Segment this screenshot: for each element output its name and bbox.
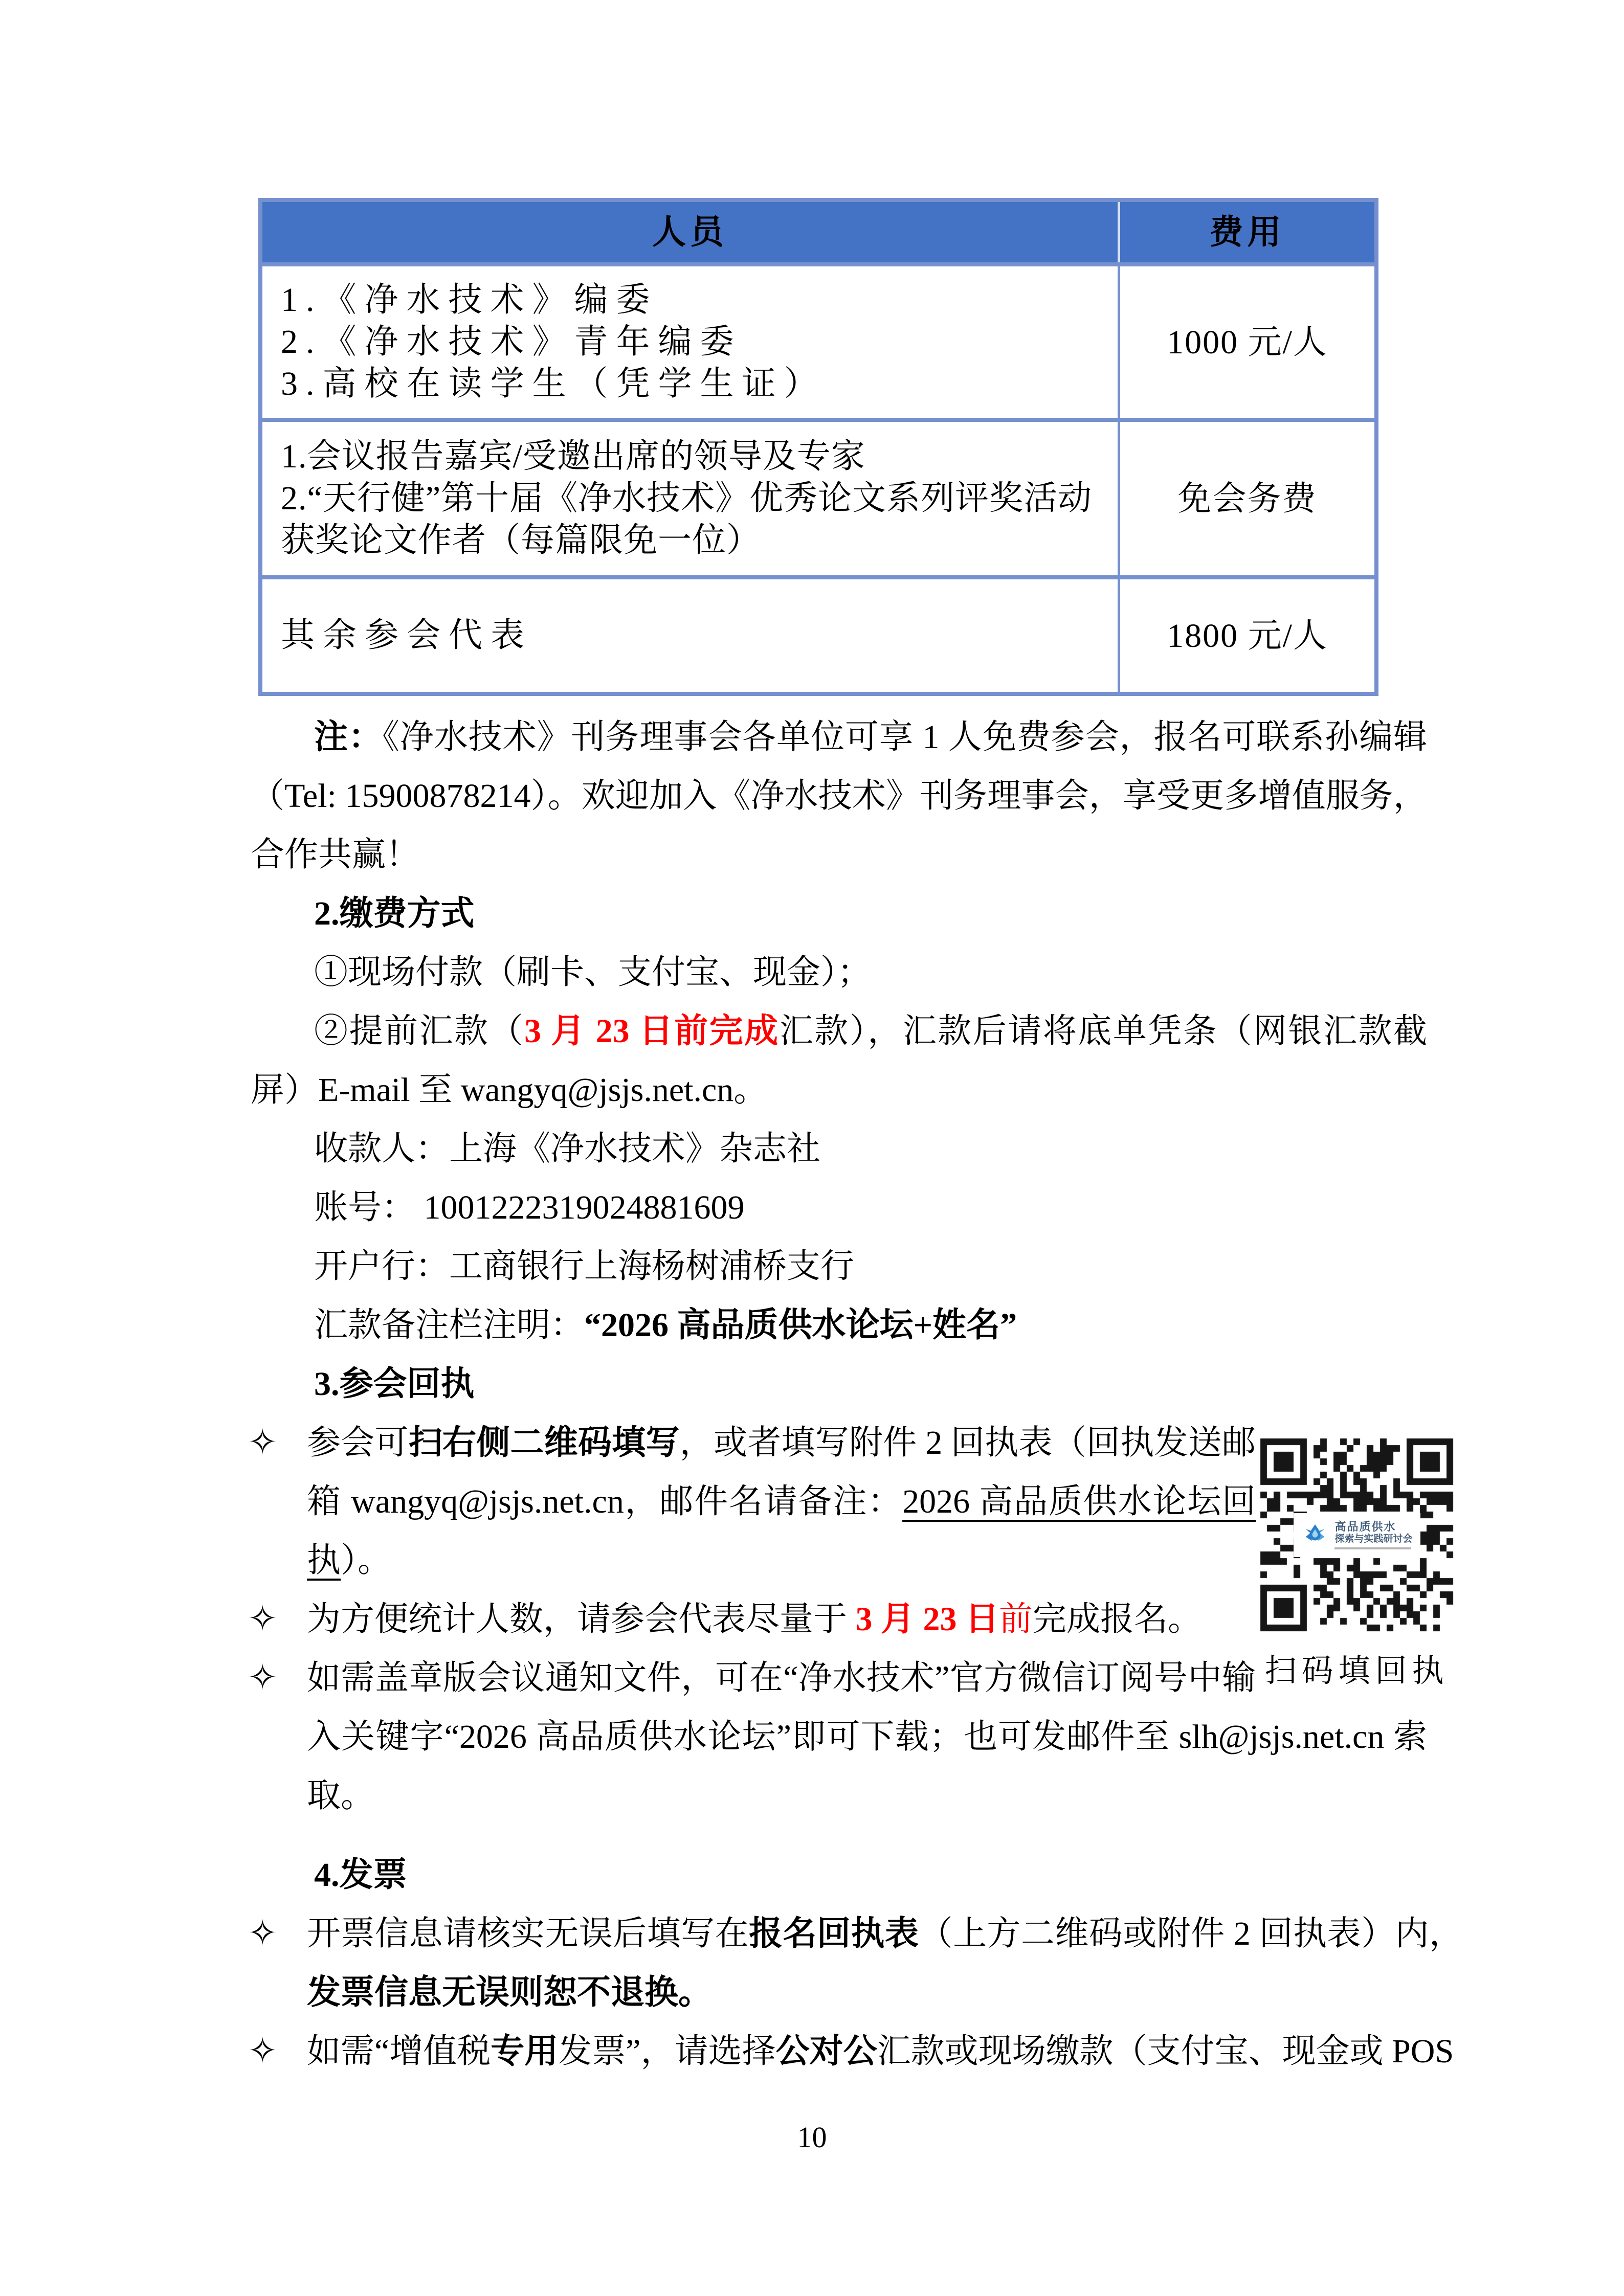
text-run: 汇款），汇款后请将底单凭条（网银汇款截屏）E-mail 至 wangyq@jsjs.net.cn。: [251, 1012, 1427, 1109]
person-line: 2.“天行健”第十届《净水技术》优秀论文系列评奖活动获奖论文作者（每篇限免一位）: [281, 480, 1093, 559]
table-header-cell-person: 人员: [262, 202, 1120, 262]
person-line: 1.《净水技术》编委: [281, 281, 658, 319]
bullet-item: [248, 2022, 1454, 2081]
invoice-bullet-list: [248, 1904, 1463, 2081]
paragraph-account: [251, 1178, 1427, 1237]
text-run: 发票信息无误则恕不退换。: [307, 1974, 712, 2011]
text-run: 报名回执表: [749, 1915, 919, 1952]
diamond-bullet-icon: ✧: [248, 1914, 278, 1953]
text-run: 发票”，请选择: [558, 2033, 776, 2070]
bullet-item: [248, 1904, 1463, 2022]
text-run: “2026 高品质供水论坛+姓名”: [584, 1307, 1017, 1344]
qr-logo-line1: 高品质供水: [1334, 1520, 1396, 1534]
qr-logo-line2: 探索与实践研讨会: [1334, 1533, 1413, 1544]
paragraph-pay-transfer: [251, 1002, 1427, 1119]
person-line: 3.高校在读学生（凭学生证）: [281, 365, 826, 402]
text-run: ②提前汇款（: [314, 1012, 525, 1050]
paragraph-bank: [251, 1237, 1427, 1296]
text-run: 专用: [491, 2033, 559, 2070]
bullet-item: [248, 1649, 1427, 1825]
text-run: 注：: [314, 718, 383, 756]
text-run: 开票信息请核实无误后填写在: [307, 1915, 749, 1952]
person-cell: [262, 579, 1120, 692]
diamond-bullet-icon: ✧: [248, 2032, 278, 2071]
bullet-item: [248, 1413, 1427, 1590]
receipt-section-body: [248, 1413, 1449, 1825]
paragraph-payee: [251, 1119, 1427, 1178]
text-run: ）。: [341, 1542, 391, 1579]
section-heading-invoice: 4.发票: [314, 1856, 407, 1894]
bullet-text: [307, 1659, 1427, 1814]
paragraph-remark: [251, 1296, 1427, 1355]
text-run: 收款人：上海《净水技术》杂志社: [314, 1130, 820, 1167]
page-content: [248, 198, 1463, 2081]
person-cell: [262, 266, 1120, 418]
text-run: 前: [999, 1601, 1033, 1638]
text-run: 3 月 23 日: [855, 1601, 999, 1638]
table-header-cell-fee: 费用: [1209, 213, 1285, 251]
section-heading-receipt: 3.参会回执: [314, 1365, 475, 1403]
bullet-text: [307, 1601, 1202, 1638]
text-run: ①现场付款（刷卡、支付宝、现金）；: [314, 954, 871, 991]
paragraph-pay-onsite: [251, 943, 1427, 1002]
text-run: ，或者填写附件 2 回执表（回执发送邮箱 wangyq@jsjs.net.cn，邮件名请备注：: [307, 1424, 1256, 1520]
bullet-text: [307, 2033, 1454, 2070]
text-run: 汇款备注栏注明：: [314, 1307, 584, 1344]
note-paragraph: [251, 708, 1427, 884]
page-number: 10: [797, 2121, 827, 2154]
person-cell: [262, 422, 1120, 575]
qr-caption: 扫码填回执: [1264, 1654, 1449, 1689]
text-run: 如需“增值税: [307, 2033, 491, 2070]
person-line: 1.会议报告嘉宾/受邀出席的领导及专家: [281, 438, 865, 475]
text-run: 开户行：工商银行上海杨树浦桥支行: [314, 1248, 854, 1285]
text-run: （上方二维码或附件 2 回执表）内，: [919, 1915, 1463, 1952]
fee-cell: 免会务费: [1177, 480, 1317, 517]
person-line: 其余参会代表: [281, 617, 532, 654]
text-run: 扫右侧二维码填写: [408, 1424, 680, 1461]
text-run: 完成报名。: [1033, 1601, 1202, 1638]
text-run: 公对公: [775, 2033, 877, 2070]
table-row: [262, 422, 1374, 579]
bullet-text: [307, 1424, 1256, 1579]
fee-table: [258, 198, 1378, 696]
fee-cell: 1800 元/人: [1167, 617, 1328, 655]
section-heading-payment: 2.缴费方式: [314, 895, 475, 932]
text-run: 如需盖章版会议通知文件，可在“净水技术”官方微信订阅号中输入关键字“2026 高品质供水论坛”即可下载；也可发邮件至 slh@jsjs.net.cn 索取。: [307, 1659, 1427, 1814]
text-run: 《净水技术》刊务理事会各单位可享 1 人免费参会，报名可联系孙编辑（Tel: 15900878214）。欢迎加入《净水技术》刊务理事会，享受更多增值服务，合作共赢！: [251, 718, 1428, 873]
bullet-text: [307, 1915, 1463, 2011]
text-run: 账号： 1001222319024881609: [314, 1189, 745, 1226]
receipt-bullet-list: [248, 1413, 1427, 1825]
fee-table-header: [262, 202, 1374, 266]
text-run: 汇款或现场缴款（支付宝、现金或 POS: [877, 2033, 1454, 2070]
table-row: [262, 266, 1374, 422]
fee-cell: 1000 元/人: [1167, 323, 1328, 361]
table-row: [262, 579, 1374, 692]
text-run: 3 月 23 日前完成: [524, 1012, 780, 1050]
person-line: 2.《净水技术》青年编委: [281, 323, 742, 361]
bullet-item: [248, 1590, 1427, 1649]
text-run: 2026 高品质供水论坛回执: [307, 1483, 1256, 1579]
diamond-bullet-icon: ✧: [248, 1423, 278, 1462]
fee-table-body: [262, 266, 1374, 692]
diamond-bullet-icon: ✧: [248, 1600, 278, 1639]
text-run: 参会可: [307, 1424, 409, 1461]
diamond-bullet-icon: ✧: [248, 1658, 278, 1698]
text-run: 为方便统计人数，请参会代表尽量于: [307, 1601, 856, 1638]
